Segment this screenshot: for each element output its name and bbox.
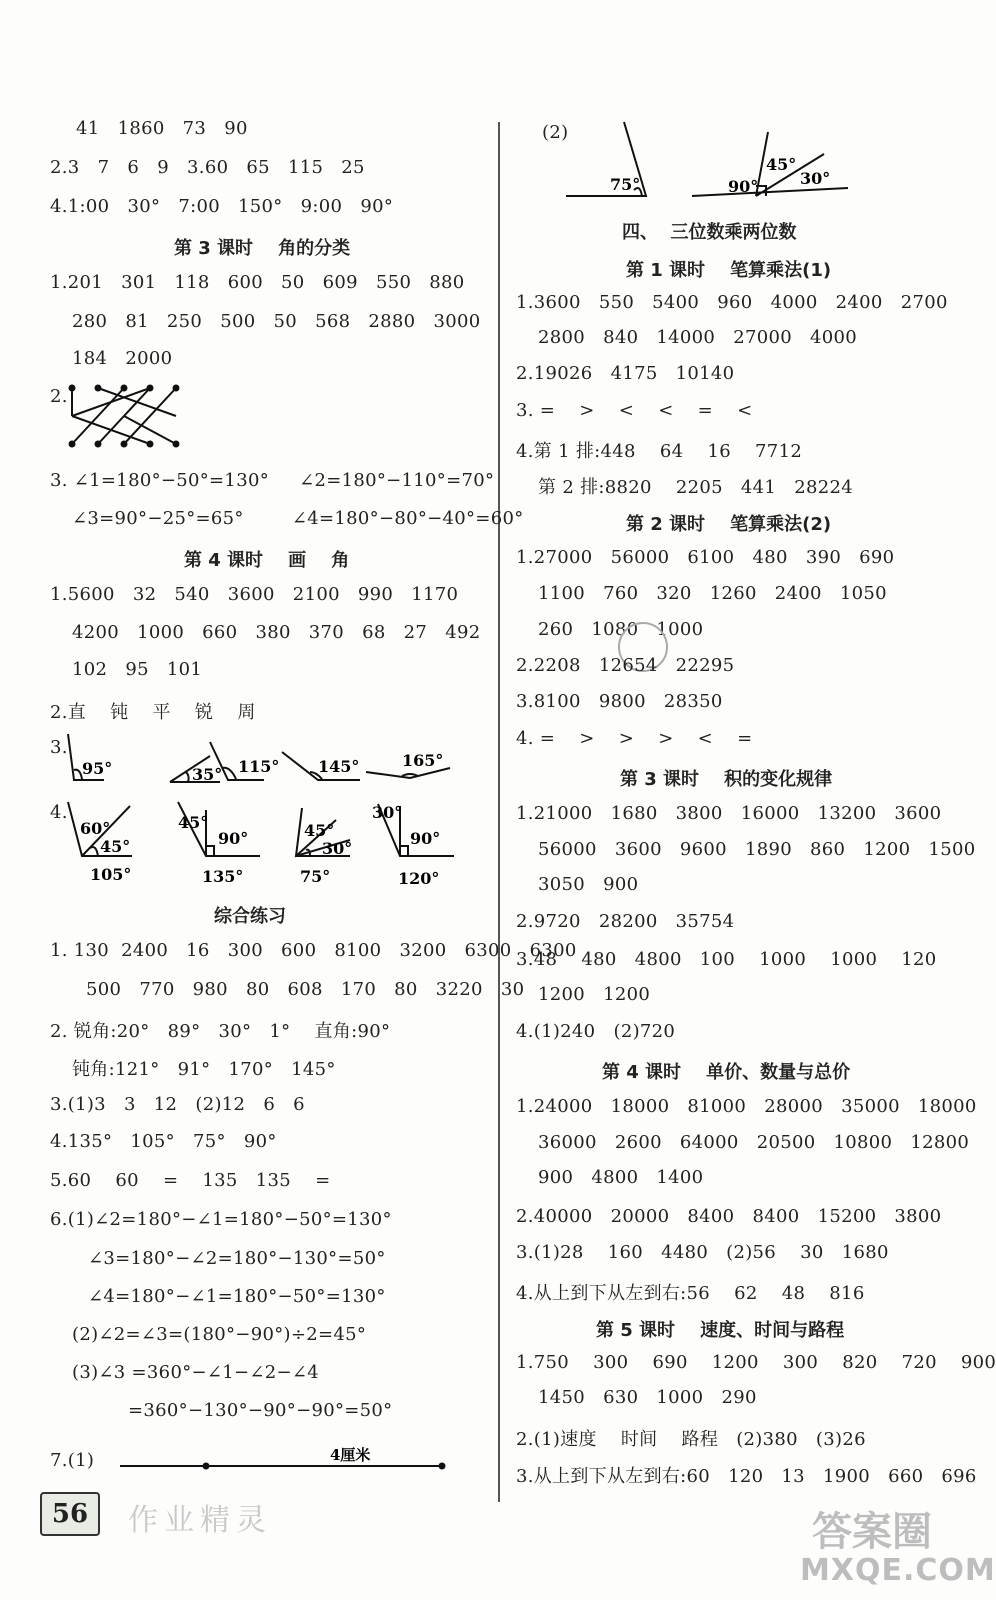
answer-line: 260 1080 1000 — [538, 619, 704, 640]
angle-label: 60° — [80, 819, 111, 838]
answer-line: 1.5600 32 540 3600 2100 990 1170 — [50, 584, 459, 605]
angle-label: 120° — [398, 869, 440, 888]
answer-line: (2)∠2=∠3=(180°−90°)÷2=45° — [72, 1324, 367, 1345]
question-number: 4. — [50, 802, 68, 823]
angle-label: 35° — [192, 765, 223, 784]
answer-line: 2.19026 4175 10140 — [516, 363, 735, 384]
angle-label: 75° — [300, 867, 331, 886]
angle-label: 30° — [800, 169, 831, 188]
unit-heading: 四、 三位数乘两位数 — [622, 222, 797, 243]
lesson-heading: 第 4 课时 画 角 — [184, 550, 350, 571]
answer-line: 3. ∠1=180°−50°=130° ∠2=180°−110°=70° — [50, 470, 495, 491]
answer-line: ∠4=180°−∠1=180°−50°=130° — [88, 1286, 386, 1307]
answer-line: 6.(1)∠2=180°−∠1=180°−50°=130° — [50, 1209, 392, 1230]
answer-line: 3.从上到下从左到右:60 120 13 1900 660 696 — [516, 1466, 977, 1487]
answer-line: 1200 1200 — [538, 984, 651, 1005]
lesson-heading: 第 5 课时 速度、时间与路程 — [596, 1320, 845, 1341]
answer-line: 1.27000 56000 6100 480 390 690 — [516, 547, 895, 568]
answer-line: 3050 900 — [538, 874, 639, 895]
angle-label: 165° — [402, 751, 444, 770]
question-number: 2. — [50, 386, 68, 407]
watermark-url: MXQE.COM — [800, 1553, 996, 1588]
answer-line: 4. = > > > < = — [516, 728, 753, 749]
answer-line: 41 1860 73 90 — [76, 118, 248, 139]
answer-line: 2.直 钝 平 锐 周 — [50, 702, 256, 723]
question-number: (2) — [542, 122, 569, 143]
right-angle-figures — [560, 118, 860, 202]
lesson-heading: 第 4 课时 单价、数量与总价 — [602, 1062, 851, 1083]
answer-line: 2.40000 20000 8400 8400 15200 3800 — [516, 1206, 942, 1227]
answer-line: 3.8100 9800 28350 — [516, 691, 723, 712]
lesson-heading: 第 1 课时 笔算乘法(1) — [626, 260, 832, 281]
answer-line: 4.(1)240 (2)720 — [516, 1021, 676, 1042]
answer-line: =360°−130°−90°−90°=50° — [128, 1400, 393, 1421]
answer-line: 1. 130 2400 16 300 600 8100 3200 6300 6300 — [50, 940, 577, 961]
answer-line: 7.(1) — [50, 1450, 95, 1471]
answer-line: 2. 锐角:20° 89° 30° 1° 直角:90° — [50, 1021, 391, 1042]
answer-line: 1.24000 18000 81000 28000 35000 18000 — [516, 1096, 977, 1117]
angle-label: 75° — [610, 175, 641, 194]
angle-label: 90° — [218, 829, 249, 848]
column-divider — [498, 122, 500, 1502]
lesson-heading: 第 3 课时 角的分类 — [174, 238, 351, 259]
answer-line: 102 95 101 — [72, 659, 203, 680]
answer-line: 280 81 250 500 50 568 2880 3000 — [72, 311, 481, 332]
answer-line: 1.750 300 690 1200 300 820 720 900 — [516, 1352, 996, 1373]
answer-line: 184 2000 — [72, 348, 173, 369]
angle-label: 105° — [90, 865, 132, 884]
answer-line: 4.第 1 排:448 64 16 7712 — [516, 441, 803, 462]
answer-line: 1100 760 320 1260 2400 1050 — [538, 583, 887, 604]
answer-line: 4.135° 105° 75° 90° — [50, 1131, 277, 1152]
angle-label: 45° — [100, 837, 131, 856]
dot-matching-figure — [66, 382, 186, 452]
angle-label: 135° — [202, 867, 244, 886]
angle-label: 30° — [322, 839, 353, 858]
answer-line: 2800 840 14000 27000 4000 — [538, 327, 858, 348]
answer-line: 4.1:00 30° 7:00 150° 9:00 90° — [50, 196, 394, 217]
angle-label: 45° — [178, 813, 209, 832]
answer-line: 1450 630 1000 290 — [538, 1387, 757, 1408]
angle-label: 45° — [304, 821, 335, 840]
section-heading: 综合练习 — [214, 906, 286, 927]
angle-label: 90° — [728, 177, 759, 196]
angle-label: 30° — [372, 803, 403, 822]
lesson-heading: 第 3 课时 积的变化规律 — [620, 769, 833, 790]
answer-line: 36000 2600 64000 20500 10800 12800 — [538, 1132, 970, 1153]
answer-line: 5.60 60 = 135 135 = — [50, 1170, 331, 1191]
answer-line: 2.2208 12654 22295 — [516, 655, 735, 676]
question-number: 3. — [50, 737, 68, 758]
angle-label: 95° — [82, 759, 113, 778]
angle-label: 145° — [318, 757, 360, 776]
answer-line: 1.201 301 118 600 50 609 550 880 — [50, 272, 465, 293]
angle-label: 115° — [238, 757, 280, 776]
answer-line: 4200 1000 660 380 370 68 27 492 — [72, 622, 481, 643]
segment-length-label: 4厘米 — [330, 1446, 371, 1464]
angle-label: 90° — [410, 829, 441, 848]
segment-figure — [120, 1448, 460, 1478]
answer-line: 2.(1)速度 时间 路程 (2)380 (3)26 — [516, 1429, 866, 1450]
answer-line: 1.3600 550 5400 960 4000 2400 2700 — [516, 292, 948, 313]
answer-line: ∠3=90°−25°=65° ∠4=180°−80°−40°=60° — [72, 508, 524, 529]
page-number: 56 — [40, 1492, 100, 1536]
answer-line: 2.3 7 6 9 3.60 65 115 25 — [50, 157, 365, 178]
answer-line: 900 4800 1400 — [538, 1167, 704, 1188]
answer-line: 第 2 排:8820 2205 441 28224 — [538, 477, 854, 498]
answer-line: 56000 3600 9600 1890 860 1200 1500 — [538, 839, 976, 860]
answer-line: 4.从上到下从左到右:56 62 48 816 — [516, 1283, 865, 1304]
watermark-logo: 答案圈 — [812, 1509, 932, 1555]
angle-drawings-row — [60, 732, 460, 794]
answer-line: 3. = > < < = < — [516, 400, 753, 421]
answer-line: 2.9720 28200 35754 — [516, 911, 735, 932]
answer-line: 3.48 480 4800 100 1000 1000 120 — [516, 949, 937, 970]
answer-line: 钝角:121° 91° 170° 145° — [72, 1059, 336, 1080]
answer-line: (3)∠3 =360°−∠1−∠2−∠4 — [72, 1362, 320, 1383]
answer-line: 3.(1)3 3 12 (2)12 6 6 — [50, 1094, 305, 1115]
footer-brand-mark: 作业精灵 — [128, 1503, 272, 1538]
lesson-heading: 第 2 课时 笔算乘法(2) — [626, 514, 832, 535]
angle-label: 45° — [766, 155, 797, 174]
answer-line: 500 770 980 80 608 170 80 3220 30 — [86, 979, 525, 1000]
answer-line: 1.21000 1680 3800 16000 13200 3600 — [516, 803, 942, 824]
answer-line: 3.(1)28 160 4480 (2)56 30 1680 — [516, 1242, 889, 1263]
answer-line: ∠3=180°−∠2=180°−130°=50° — [88, 1248, 386, 1269]
composite-angle-figures — [60, 800, 460, 890]
